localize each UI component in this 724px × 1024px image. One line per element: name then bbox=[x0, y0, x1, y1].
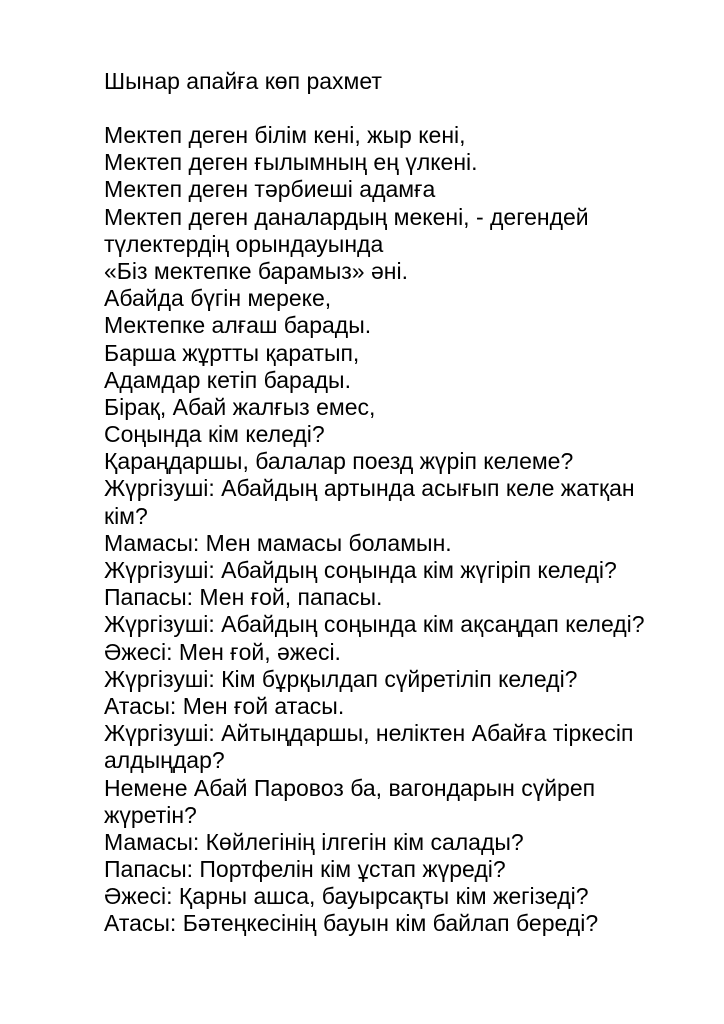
poem-text bbox=[104, 122, 645, 938]
text-line: Жүргізуші: Абайдың артында асығып келе жатқан bbox=[104, 475, 635, 502]
text-line: Мектеп деген даналардың мекені, - дегендей bbox=[104, 203, 589, 230]
text-line: Атасы: Мен ғой атасы. bbox=[104, 692, 345, 719]
text-line: Барша жұртты қаратып, bbox=[104, 339, 360, 366]
text-line: Жүргізуші: Айтыңдаршы, неліктен Абайға тіркесіп bbox=[104, 720, 634, 747]
text-line: кім? bbox=[104, 502, 148, 529]
text-line: Жүргізуші: Абайдың соңында кім жүгіріп келеді? bbox=[104, 557, 617, 583]
text-line: Бірақ, Абай жалғыз емес, bbox=[104, 393, 376, 420]
text-line: Жүргізуші: Кім бұрқылдап сүйретіліп келеді? bbox=[104, 665, 578, 692]
text-line: түлектердің орындауында bbox=[104, 230, 384, 257]
text-line: Немене Абай Паровоз ба, вагондарын сүйреп bbox=[104, 774, 596, 801]
document-title: Шынар апайға көп рахмет bbox=[104, 68, 382, 94]
text-line: Соңында кім келеді? bbox=[104, 421, 325, 448]
text-line: Мамасы: Көйлегінің ілгегін кім салады? bbox=[104, 828, 524, 855]
text-line: Папасы: Портфелін кім ұстап жүреді? bbox=[104, 856, 506, 883]
text-line: Абайда бүгін мереке, bbox=[104, 285, 332, 312]
text-line: Мектеп деген ғылымның ең үлкені. bbox=[104, 149, 478, 176]
text-line: Əжесі: Мен ғой, əжесі. bbox=[104, 638, 341, 665]
text-line: Папасы: Мен ғой, папасы. bbox=[104, 584, 383, 611]
text-line: алдыңдар? bbox=[104, 747, 225, 774]
text-line: Адамдар кетіп барады. bbox=[104, 366, 351, 393]
text-line: Қараңдаршы, балалар поезд жүріп келеме? bbox=[104, 448, 574, 475]
text-line: «Біз мектепке барамыз» əні. bbox=[104, 257, 408, 284]
text-line: Мектеп деген білім кені, жыр кені, bbox=[104, 122, 466, 148]
text-line: Əжесі: Қарны ашса, бауырсақты кім жегізеді? bbox=[104, 883, 589, 910]
text-line: жүретін? bbox=[104, 801, 197, 828]
text-line: Мектепке алғаш барады. bbox=[104, 312, 372, 339]
text-line: Мектеп деген тәрбиеші адамға bbox=[104, 176, 436, 203]
text-line: Жүргізуші: Абайдың соңында кім ақсаңдап келеді? bbox=[104, 611, 645, 638]
text-line: Атасы: Бәтеңкесінің бауын кім байлап береді? bbox=[104, 910, 599, 937]
text-line: Мамасы: Мен мамасы боламын. bbox=[104, 529, 452, 556]
